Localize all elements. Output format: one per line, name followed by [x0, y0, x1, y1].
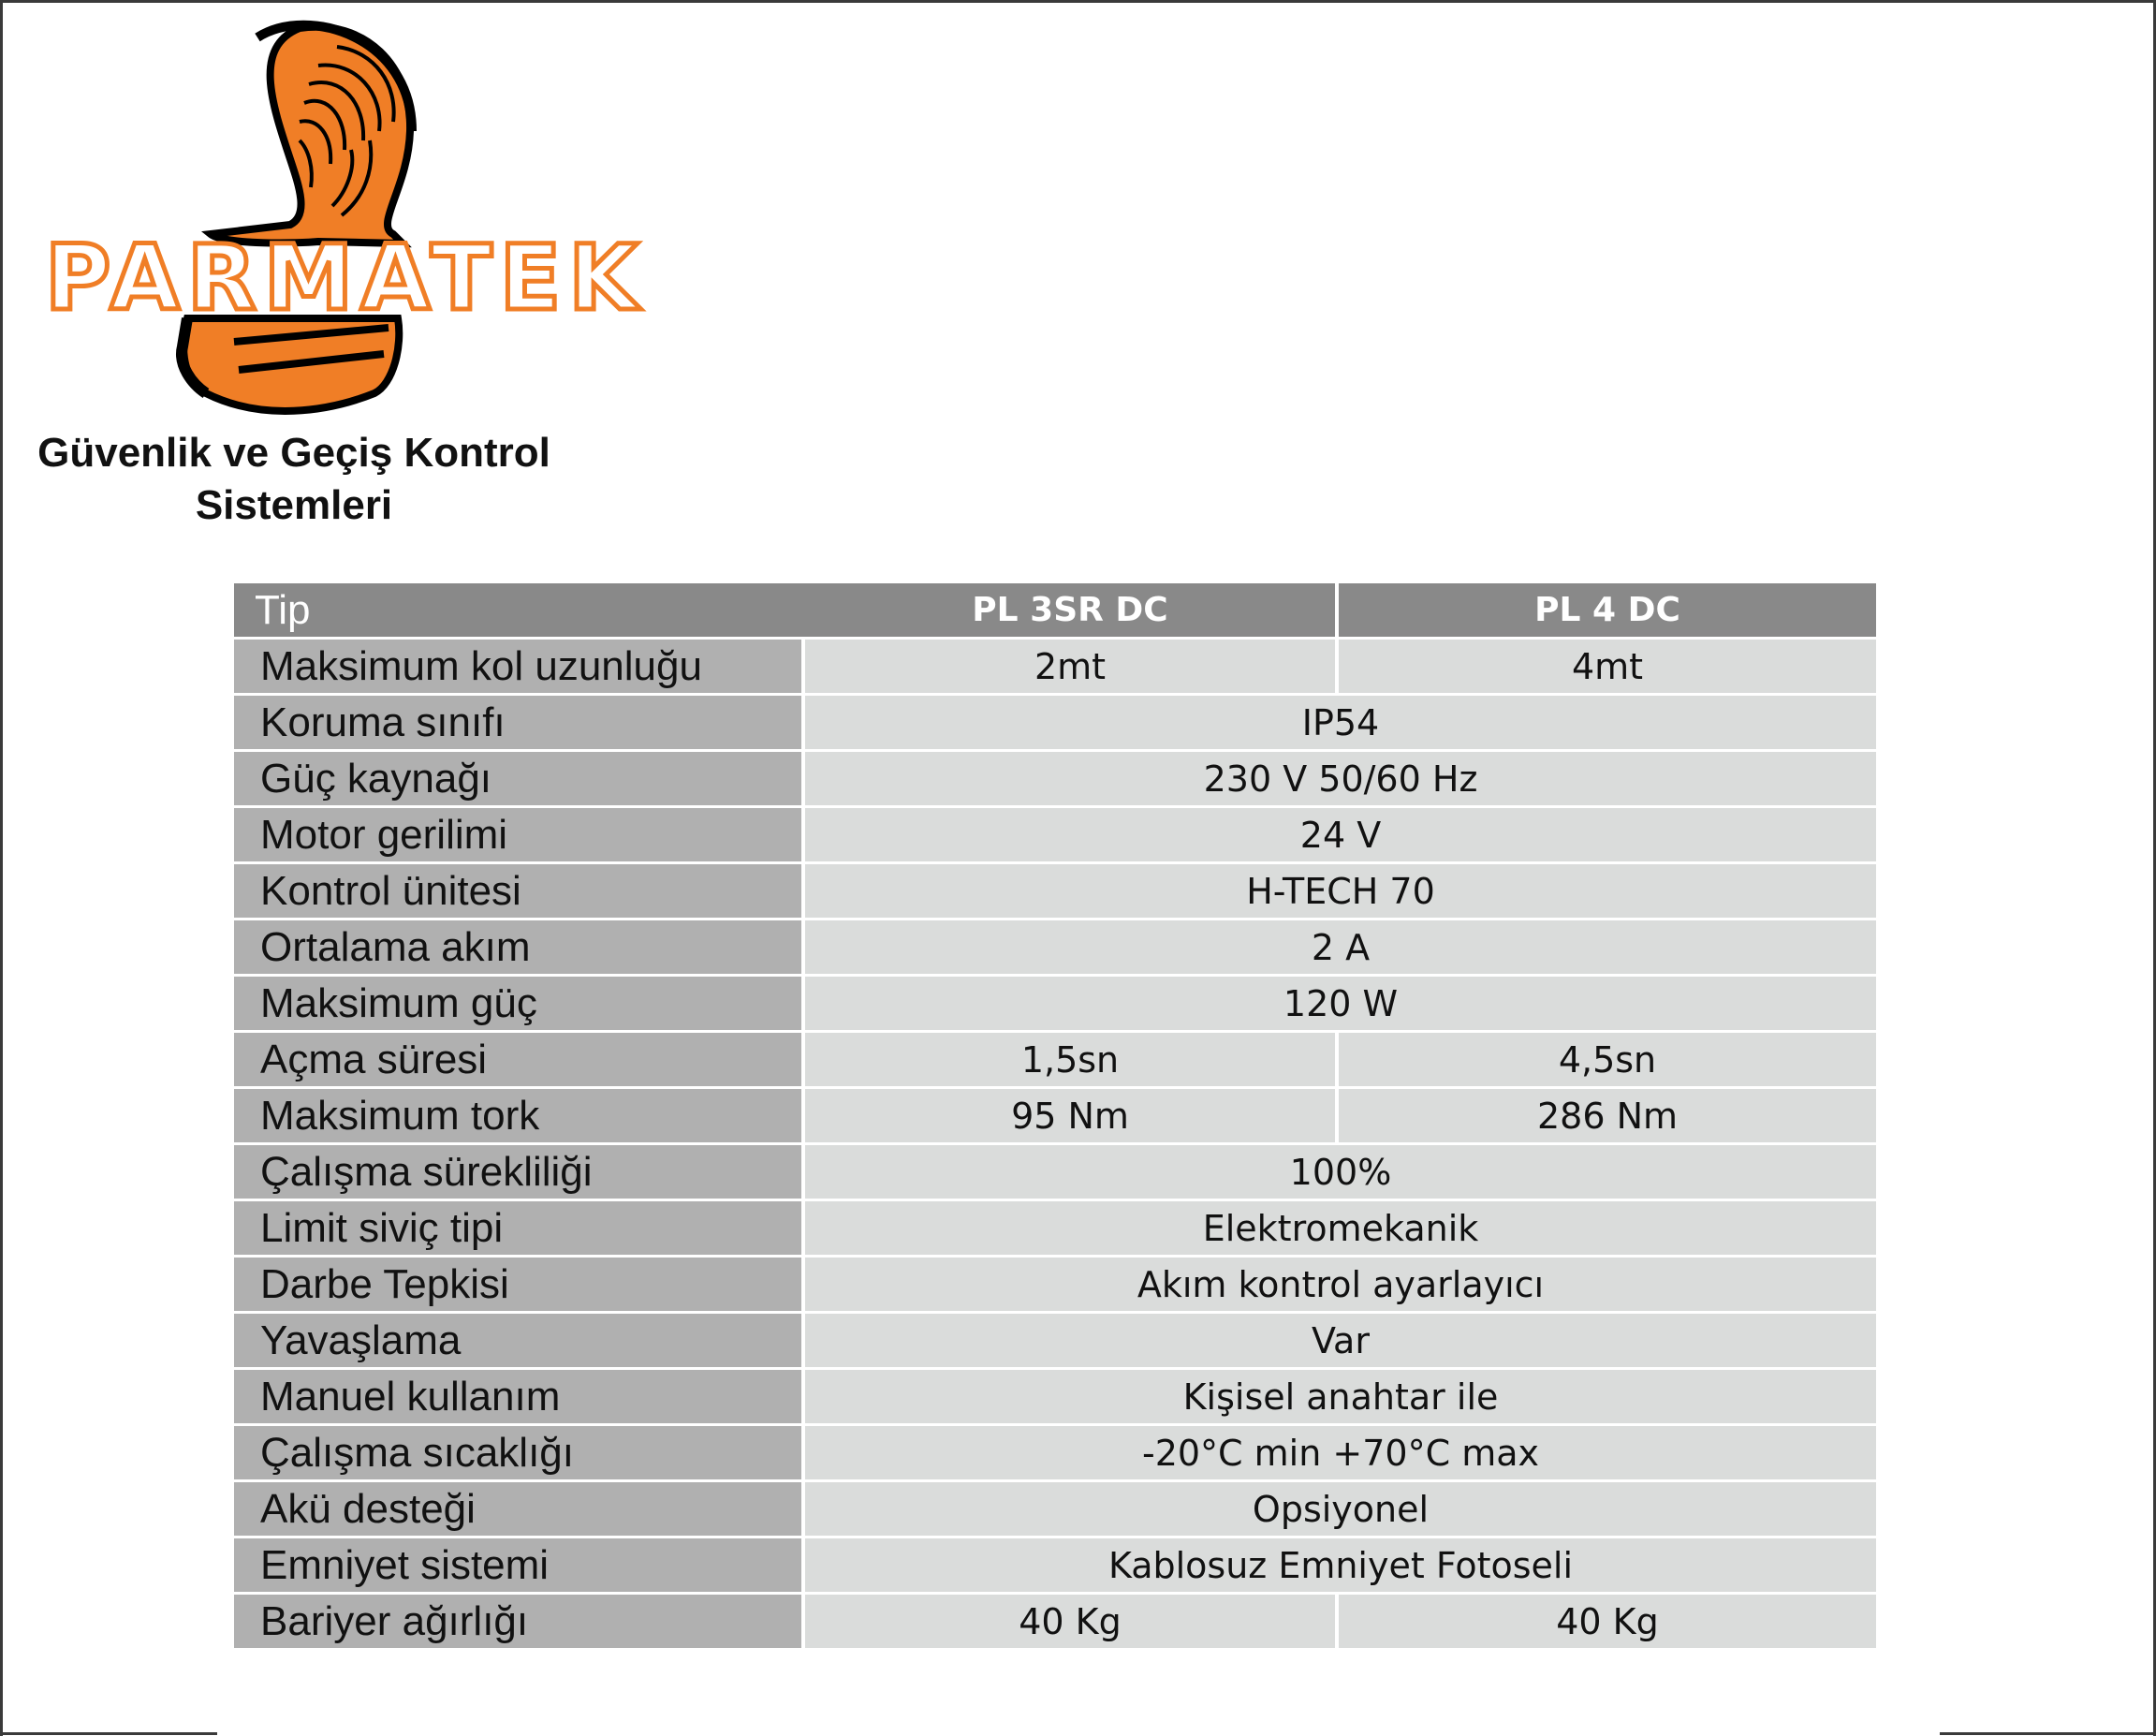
row-value-shared: Kişisel anahtar ile [805, 1370, 1876, 1426]
table-row [234, 1258, 1876, 1314]
header-model-b: PL 4 DC [1339, 583, 1876, 640]
fingerprint-thumbs-up-icon [19, 9, 580, 440]
table-header-row [234, 583, 1876, 640]
table-row [234, 808, 1876, 864]
frame-bottom-right-border [1940, 1732, 2156, 1735]
row-value-model-b: 4mt [1339, 640, 1876, 696]
frame-left-border [0, 0, 3, 1736]
row-value-shared: 100% [805, 1145, 1876, 1201]
row-label: Emniyet sistemi [234, 1538, 805, 1595]
row-label: Ortalama akım [234, 920, 805, 977]
table-row [234, 1482, 1876, 1538]
table-row [234, 1595, 1876, 1651]
row-value-shared: Akım kontrol ayarlayıcı [805, 1258, 1876, 1314]
header-model-a: PL 3SR DC [805, 583, 1339, 640]
table-row [234, 977, 1876, 1033]
spec-table [234, 583, 1876, 1651]
row-label: Çalışma sıcaklığı [234, 1426, 805, 1482]
row-label: Maksimum güç [234, 977, 805, 1033]
row-label: Maksimum kol uzunluğu [234, 640, 805, 696]
company-tagline [11, 427, 577, 532]
table-row [234, 1370, 1876, 1426]
row-value-shared: IP54 [805, 696, 1876, 752]
row-value-model-a: 95 Nm [805, 1089, 1339, 1145]
row-label: Darbe Tepkisi [234, 1258, 805, 1314]
row-label: Maksimum tork [234, 1089, 805, 1145]
row-value-shared: Var [805, 1314, 1876, 1370]
row-value-shared: H-TECH 70 [805, 864, 1876, 920]
row-value-shared: Elektromekanik [805, 1201, 1876, 1258]
row-value-shared: 2 A [805, 920, 1876, 977]
row-label: Motor gerilimi [234, 808, 805, 864]
row-value-model-a: 2mt [805, 640, 1339, 696]
row-label: Yavaşlama [234, 1314, 805, 1370]
row-value-shared: -20°C min +70°C max [805, 1426, 1876, 1482]
row-value-model-b: 4,5sn [1339, 1033, 1876, 1089]
tagline-line-1: Güvenlik ve Geçiş Kontrol [37, 430, 550, 476]
table-row [234, 1426, 1876, 1482]
row-label: Kontrol ünitesi [234, 864, 805, 920]
table-row [234, 1033, 1876, 1089]
row-label: Koruma sınıfı [234, 696, 805, 752]
row-value-model-a: 1,5sn [805, 1033, 1339, 1089]
table-row [234, 864, 1876, 920]
brand-wordmark: PARMATEK [45, 226, 646, 331]
table-row [234, 1201, 1876, 1258]
tagline-line-2: Sistemleri [195, 482, 393, 528]
table-body [234, 640, 1876, 1651]
row-label: Açma süresi [234, 1033, 805, 1089]
row-value-shared: 120 W [805, 977, 1876, 1033]
table-row [234, 752, 1876, 808]
row-label: Manuel kullanım [234, 1370, 805, 1426]
row-label: Limit siviç tipi [234, 1201, 805, 1258]
header-label: Tip [234, 583, 805, 640]
row-value-shared: 24 V [805, 808, 1876, 864]
table-row [234, 696, 1876, 752]
table-row [234, 640, 1876, 696]
table-row [234, 1314, 1876, 1370]
row-label: Güç kaynağı [234, 752, 805, 808]
row-label: Çalışma sürekliliği [234, 1145, 805, 1201]
table-row [234, 920, 1876, 977]
row-value-model-b: 286 Nm [1339, 1089, 1876, 1145]
table-row [234, 1089, 1876, 1145]
row-value-shared: Kablosuz Emniyet Fotoseli [805, 1538, 1876, 1595]
frame-top-border [0, 0, 2156, 3]
table-row [234, 1538, 1876, 1595]
row-label: Akü desteği [234, 1482, 805, 1538]
frame-bottom-left-border [0, 1732, 217, 1735]
row-value-model-a: 40 Kg [805, 1595, 1339, 1651]
table-row [234, 1145, 1876, 1201]
row-value-shared: 230 V 50/60 Hz [805, 752, 1876, 808]
row-label: Bariyer ağırlığı [234, 1595, 805, 1651]
row-value-shared: Opsiyonel [805, 1482, 1876, 1538]
row-value-model-b: 40 Kg [1339, 1595, 1876, 1651]
